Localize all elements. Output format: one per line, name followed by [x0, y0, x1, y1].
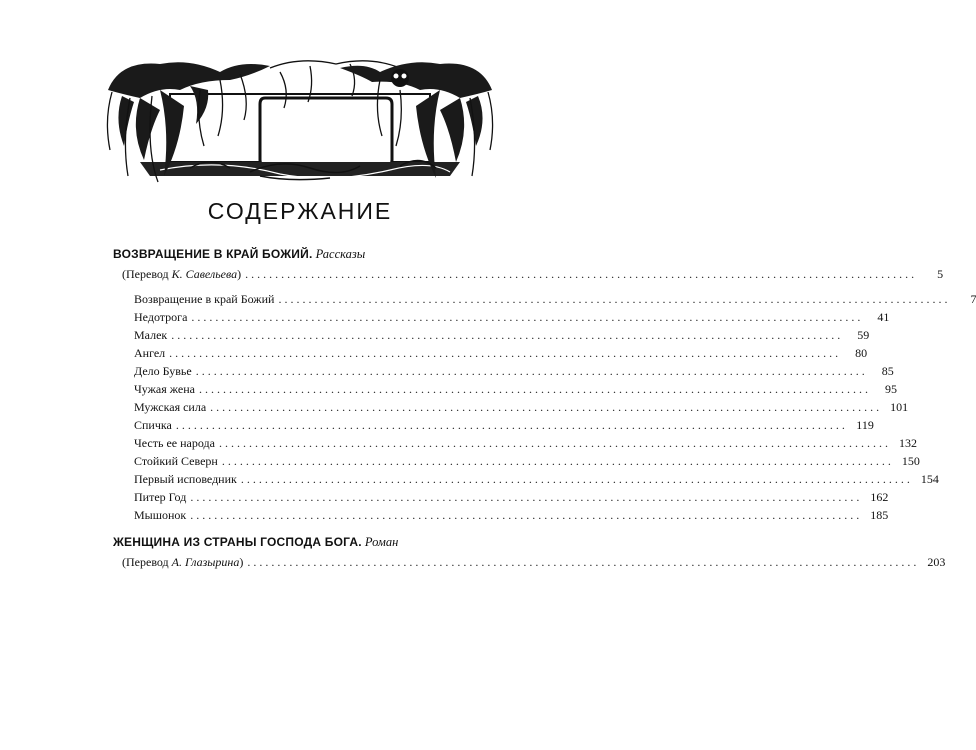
dot-leader: ................................................................................................................ [169, 346, 842, 360]
section-title: ВОЗВРАЩЕНИЕ В КРАЙ БОЖИЙ. [113, 247, 313, 261]
page-number: 59 [857, 328, 870, 342]
translator-label: (Перевод А. Глазырина) [122, 555, 244, 569]
dot-leader: ................................................................................................................ [210, 400, 883, 414]
page-number: 5 [937, 267, 944, 281]
entry-title: Возвращение в край Божий [134, 292, 275, 306]
entry-title: Первый исповедник [134, 472, 237, 486]
entry-title: Чужая жена [134, 382, 195, 396]
toc-entry [134, 363, 894, 379]
dot-leader: ................................................................................................................ [221, 454, 894, 468]
toc-entry [134, 435, 917, 451]
entry-title: Недотрога [134, 310, 188, 324]
page-number: 185 [870, 508, 889, 522]
toc-entry [134, 417, 874, 433]
page-number: 7 [970, 292, 976, 306]
dot-leader: ................................................................................................................ [278, 292, 951, 306]
section-heading [113, 535, 493, 550]
toc-entry [134, 345, 868, 361]
page-number: 132 [898, 436, 917, 450]
entry-title: Ангел [134, 346, 166, 360]
section-heading [113, 247, 493, 262]
dot-leader: ................................................................................................................ [198, 382, 871, 396]
dot-leader: ................................................................................................................ [191, 310, 864, 324]
dot-leader: ................................................................................................................ [240, 472, 913, 486]
page-number: 203 [927, 555, 946, 569]
entry-title: Стойкий Северн [134, 454, 218, 468]
page-number: 80 [855, 346, 868, 360]
page-number: 119 [856, 418, 874, 432]
page-number: 85 [881, 364, 894, 378]
toc-entry [134, 309, 890, 325]
translator-label: (Перевод К. Савельева) [122, 267, 242, 281]
entry-title: Честь ее народа [134, 436, 215, 450]
dot-leader: ................................................................................................................ [218, 436, 891, 450]
decorative-vignette [100, 50, 500, 185]
dot-leader: ................................................................................................................ [190, 508, 863, 522]
entry-title: Малек [134, 328, 168, 342]
toc-entry [134, 291, 976, 307]
toc-entry [134, 471, 939, 487]
dot-leader: ................................................................................................................ [195, 364, 868, 378]
toc-entry [134, 507, 889, 523]
entry-title: Мужская сила [134, 400, 207, 414]
section-genre: Рассказы [315, 247, 366, 261]
page-title: СОДЕРЖАНИЕ [207, 198, 393, 224]
entry-title: Спичка [134, 418, 172, 432]
toc-entry [134, 489, 889, 505]
toc-entry [134, 327, 870, 343]
page-number: 41 [877, 310, 890, 324]
translator-line [122, 554, 946, 570]
dot-leader: ................................................................................................................ [171, 328, 844, 342]
translator-line [122, 266, 944, 282]
entry-title: Дело Бувье [134, 364, 192, 378]
section-title: ЖЕНЩИНА ИЗ СТРАНЫ ГОСПОДА БОГА. [113, 535, 362, 549]
dot-leader: ................................................................................................................ [175, 418, 848, 432]
entry-title: Мышонок [134, 508, 187, 522]
toc-entry [134, 453, 920, 469]
toc-entry [134, 381, 897, 397]
page-number: 162 [870, 490, 889, 504]
dot-leader: ................................................................................................................ [190, 490, 863, 504]
section-genre: Роман [364, 535, 399, 549]
dot-leader: ................................................................................................................ [245, 267, 918, 281]
dot-leader: ................................................................................................................ [247, 555, 920, 569]
page-number: 154 [920, 472, 939, 486]
page-number: 95 [884, 382, 897, 396]
page-number: 101 [890, 400, 909, 414]
page-number: 150 [901, 454, 920, 468]
entry-title: Питер Год [134, 490, 187, 504]
toc-entry [134, 399, 909, 415]
